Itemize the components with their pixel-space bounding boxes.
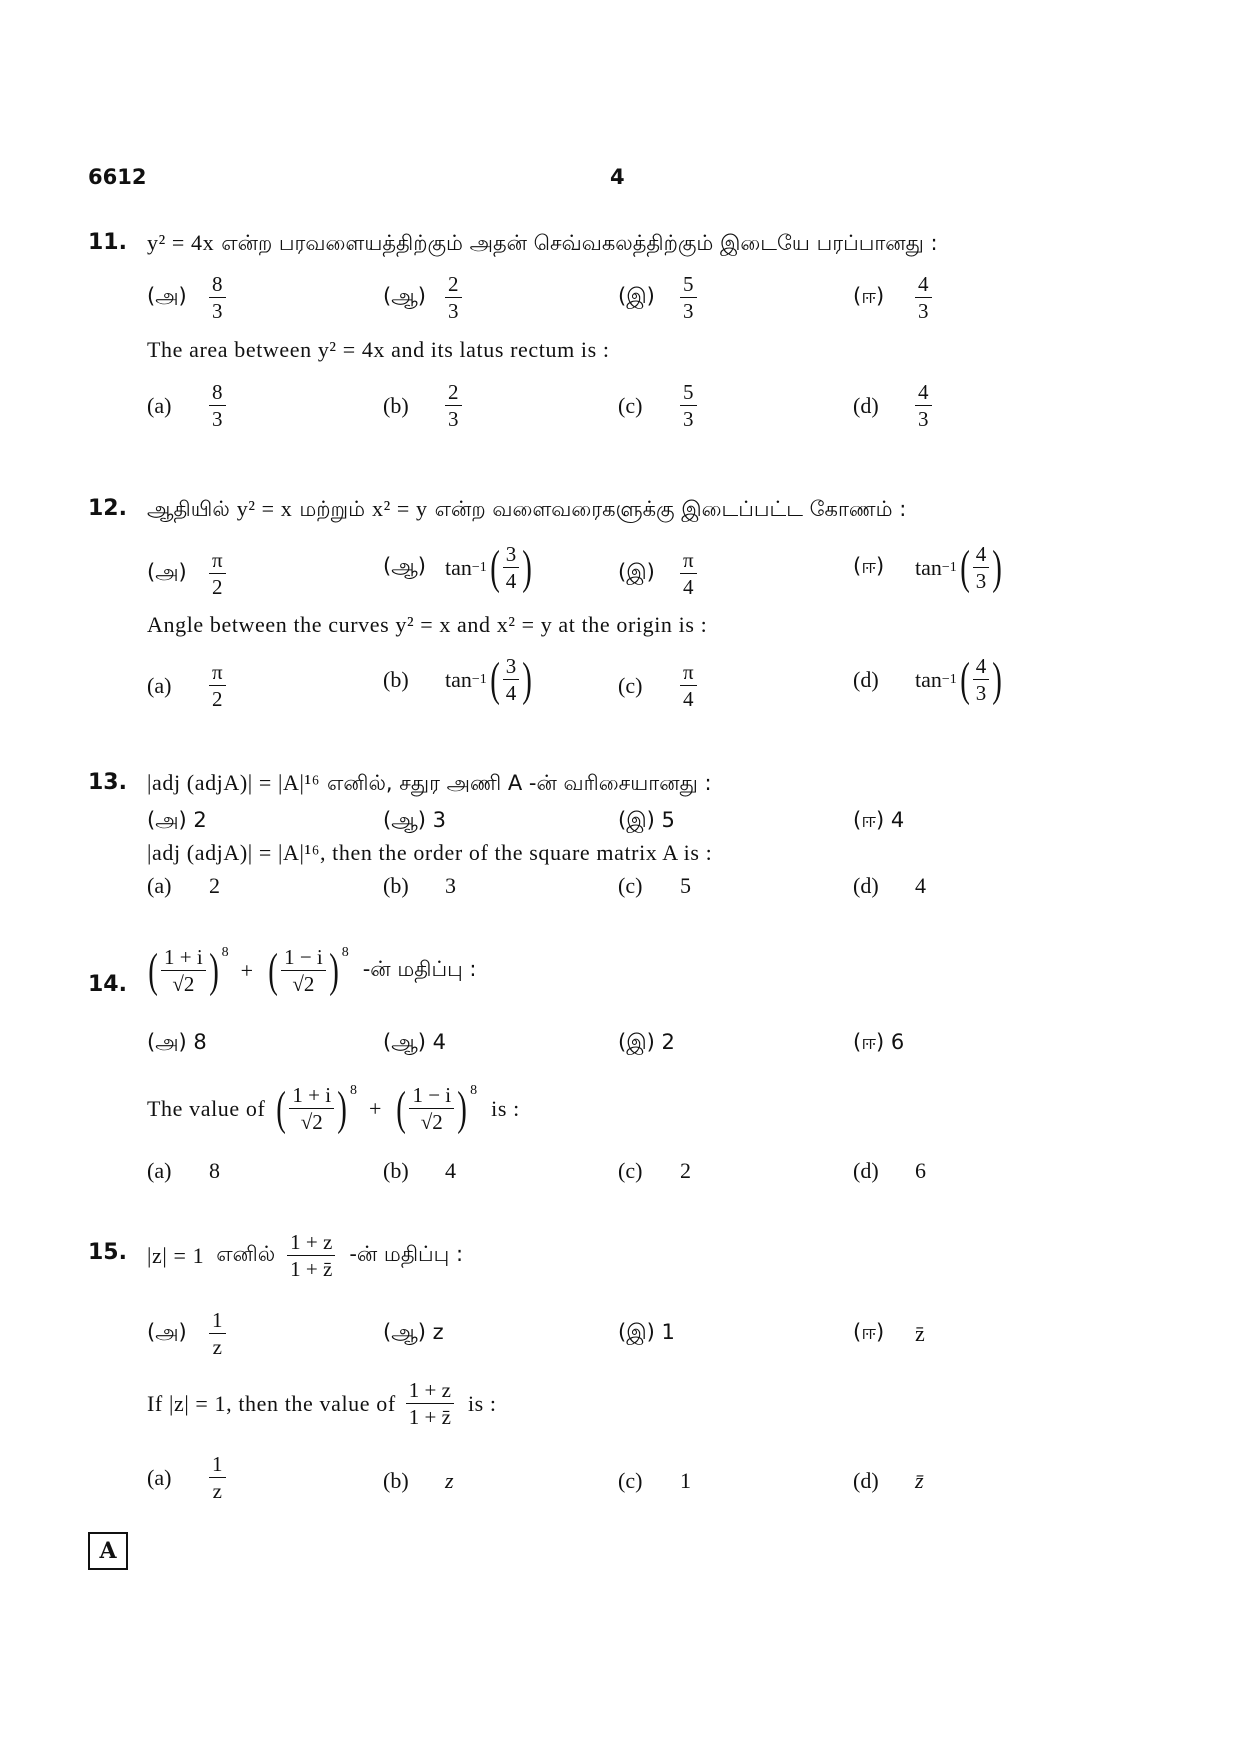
fraction <box>209 380 226 431</box>
option-label: (அ) <box>147 560 187 585</box>
version-box: A <box>88 1532 128 1570</box>
option-value: 2 <box>209 873 220 898</box>
frac-den: 3 <box>212 407 223 432</box>
frac-den: 3 <box>918 299 929 324</box>
frac-num: 2 <box>445 380 462 406</box>
frac-den: 4 <box>505 569 517 594</box>
frac-num: 5 <box>680 380 697 406</box>
fraction <box>406 1378 454 1429</box>
q12-english-text: Angle between the curves y² = x and x² = y at the origin is : <box>147 612 708 637</box>
q13-en-option-c <box>618 873 691 899</box>
question-15-tamil <box>147 1230 463 1281</box>
paren-left: ( <box>148 943 158 997</box>
q11-en-option-a <box>147 380 226 431</box>
frac-num: π <box>680 548 697 574</box>
q11-en-option-d <box>853 380 932 431</box>
q12-ta-mid: மற்றும் <box>299 497 366 521</box>
q14-ta-option-a: (அ) 8 <box>147 1030 207 1054</box>
paren-left: ( <box>396 1081 407 1135</box>
q11-en-option-b <box>383 380 462 431</box>
option-value: z <box>445 1468 454 1493</box>
option-value: 4 <box>915 873 926 898</box>
option-label: (இ) <box>618 560 655 585</box>
fraction <box>680 660 697 711</box>
option-label: (ஈ) <box>853 554 885 579</box>
q15-en-suffix: is : <box>467 1390 497 1416</box>
option-label: (b) <box>383 1158 409 1183</box>
q12-eq1: y² = x <box>236 496 293 521</box>
inverse-sup: −1 <box>941 671 957 687</box>
q13-en-option-a <box>147 873 220 899</box>
frac-den: 3 <box>448 299 459 324</box>
question-13-tamil <box>147 770 712 798</box>
option-label: (d) <box>853 873 879 898</box>
plus-sign: + <box>369 1095 382 1121</box>
fraction <box>445 380 462 431</box>
q15-en-prefix: If |z| = 1, then the value of <box>147 1390 396 1416</box>
option-label: (c) <box>618 1468 643 1493</box>
q12-en-option-a <box>147 660 226 711</box>
frac-den: 4 <box>683 575 694 600</box>
inverse-sup: −1 <box>471 671 487 687</box>
frac-num: 8 <box>209 272 226 298</box>
q12-ta-option-a <box>147 548 226 599</box>
option-label: (b) <box>383 666 409 692</box>
q15-ta-option-c: (இ) 1 <box>618 1320 675 1344</box>
q14-en-option-d <box>853 1158 926 1184</box>
option-label: (c) <box>618 1158 643 1183</box>
paper-code: 6612 <box>88 165 147 189</box>
q15-en-option-a <box>147 1452 226 1503</box>
q14-en-option-c <box>618 1158 691 1184</box>
q15-en-option-c <box>618 1468 691 1494</box>
frac-den: 4 <box>683 687 694 712</box>
q14-ta-option-c: (இ) 2 <box>618 1030 675 1054</box>
question-15-number: 15. <box>88 1240 127 1265</box>
frac-den: √2 <box>420 1110 443 1135</box>
option-value: 5 <box>680 873 691 898</box>
question-13-number: 13. <box>88 770 127 795</box>
frac-num: 1 − i <box>409 1083 454 1109</box>
option-label: (c) <box>618 873 643 898</box>
q13-ta-option-c: (இ) 5 <box>618 808 675 832</box>
fraction <box>289 1083 334 1134</box>
q15-ta-mid: எனில் <box>216 1242 276 1267</box>
q11-ta-option-d <box>853 272 932 323</box>
fraction <box>209 272 226 323</box>
fraction <box>973 654 990 705</box>
option-label: (ஆ) <box>383 554 426 579</box>
option-label: (a) <box>147 873 172 898</box>
fraction <box>503 654 520 705</box>
q12-ta-text: என்ற வளைவரைகளுக்கு இடைப்பட்ட கோணம் : <box>434 497 907 521</box>
frac-num: π <box>209 660 226 686</box>
q15-equation: |z| = 1 <box>147 1242 205 1268</box>
frac-den: 4 <box>505 681 517 706</box>
q12-eq2: x² = y <box>372 496 428 521</box>
paren-left: ( <box>268 943 278 997</box>
q12-en-option-d <box>853 654 1005 705</box>
paren-right: ) <box>337 1081 347 1135</box>
option-label: (d) <box>853 1158 879 1183</box>
fraction <box>445 272 462 323</box>
option-label: (d) <box>853 392 879 418</box>
question-12-number: 12. <box>88 496 127 521</box>
q11-equation: y² = 4x <box>147 230 215 255</box>
frac-num: 4 <box>915 272 932 298</box>
q11-ta-option-a <box>147 272 226 323</box>
frac-num: 4 <box>915 380 932 406</box>
q11-english-text: The area between y² = 4x and its latus rectum is : <box>147 337 610 362</box>
option-label: (d) <box>853 1468 879 1493</box>
q13-en-option-d <box>853 873 926 899</box>
paren-right: ) <box>208 943 219 997</box>
paren-left: ( <box>489 540 500 594</box>
frac-den: √2 <box>300 1110 323 1135</box>
q12-ta-option-b <box>383 542 535 593</box>
q15-english-text <box>147 1378 497 1429</box>
page-number: 4 <box>610 165 625 189</box>
exponent: 8 <box>341 945 349 960</box>
frac-den: 2 <box>212 575 223 600</box>
inverse-sup: −1 <box>471 559 487 575</box>
fraction <box>281 945 326 996</box>
paren-right: ) <box>457 1081 467 1135</box>
q13-en-option-b <box>383 873 456 899</box>
frac-num: 1 <box>209 1308 226 1334</box>
q14-ta-option-b: (ஆ) 4 <box>383 1030 446 1054</box>
q12-en-option-c <box>618 660 697 711</box>
frac-num: 1 + i <box>161 945 206 971</box>
frac-den: 1 + z̄ <box>408 1405 451 1430</box>
fraction <box>209 660 226 711</box>
fraction <box>503 542 520 593</box>
q14-en-option-a <box>147 1158 220 1184</box>
frac-num: 1 − i <box>281 945 326 971</box>
option-label: (b) <box>383 1468 409 1493</box>
question-11-number: 11. <box>88 230 127 255</box>
fraction <box>680 380 697 431</box>
paren-right: ) <box>328 943 339 997</box>
option-label: (d) <box>853 666 879 692</box>
option-label: (a) <box>147 672 172 698</box>
frac-num: 4 <box>973 654 990 680</box>
q12-ta-option-c <box>618 548 697 599</box>
q11-en-option-c <box>618 380 697 431</box>
option-label: (அ) <box>147 284 187 309</box>
q12-ta-prefix: ஆதியில் <box>147 497 230 521</box>
fraction <box>680 548 697 599</box>
frac-num: 1 <box>209 1452 226 1478</box>
frac-den: 3 <box>212 299 223 324</box>
q12-ta-option-d <box>853 542 1005 593</box>
frac-den: 2 <box>212 687 223 712</box>
tan-fn: tan <box>915 666 942 692</box>
option-value: 1 <box>680 1468 691 1493</box>
frac-den: 3 <box>683 299 694 324</box>
frac-num: 3 <box>503 542 520 568</box>
q15-en-option-b <box>383 1468 454 1494</box>
option-label: (ஆ) <box>383 284 426 309</box>
tan-fn: tan <box>915 554 942 580</box>
q14-ta-expression <box>145 945 476 996</box>
paren-left: ( <box>489 652 500 706</box>
frac-num: 4 <box>973 542 990 568</box>
fraction <box>287 1230 335 1281</box>
option-label: (இ) <box>618 284 655 309</box>
option-label: (c) <box>618 392 643 418</box>
option-value: 2 <box>680 1158 691 1183</box>
frac-num: 5 <box>680 272 697 298</box>
frac-num: 1 + i <box>289 1083 334 1109</box>
option-label: (ஈ) <box>853 284 885 309</box>
q14-en-prefix: The value of <box>147 1095 266 1121</box>
frac-num: π <box>680 660 697 686</box>
frac-den: 3 <box>975 681 987 706</box>
paren-left: ( <box>959 652 970 706</box>
fraction <box>680 272 697 323</box>
q13-english-text: |adj (adjA)| = |A|¹⁶, then the order of the square matrix A is : <box>147 840 713 865</box>
option-label: (அ) <box>147 1320 187 1345</box>
frac-den: 3 <box>448 407 459 432</box>
q14-en-option-b <box>383 1158 456 1184</box>
tan-fn: tan <box>445 554 472 580</box>
option-value: 4 <box>445 1158 456 1183</box>
option-label: (b) <box>383 873 409 898</box>
q15-ta-option-d <box>853 1320 925 1347</box>
option-value: z̄ <box>915 1468 924 1493</box>
frac-den: z <box>212 1335 222 1360</box>
option-value: 8 <box>209 1158 220 1183</box>
option-label: (a) <box>147 1464 172 1490</box>
option-label: (a) <box>147 392 172 418</box>
q12-en-option-b <box>383 654 535 705</box>
paren-left: ( <box>276 1081 287 1135</box>
q11-ta-option-b <box>383 272 462 323</box>
inverse-sup: −1 <box>941 559 957 575</box>
q15-en-option-d <box>853 1468 924 1494</box>
q13-equation: |adj (adjA)| = |A|¹⁶ <box>147 770 320 795</box>
option-label: (a) <box>147 1158 172 1183</box>
frac-num: 3 <box>503 654 520 680</box>
q14-ta-suffix: -ன் மதிப்பு : <box>362 957 477 982</box>
frac-den: 1 + z̄ <box>290 1257 333 1282</box>
option-label: (c) <box>618 672 643 698</box>
paren-right: ) <box>522 652 533 706</box>
paren-right: ) <box>522 540 533 594</box>
option-value: z̄ <box>915 1320 926 1346</box>
fraction <box>409 1083 454 1134</box>
q13-ta-option-a: (அ) 2 <box>147 808 207 832</box>
paren-right: ) <box>992 540 1003 594</box>
frac-num: 1 + z <box>406 1378 454 1404</box>
q11-tamil-text: என்ற பரவளையத்திற்கும் அதன் செவ்வகலத்திற்கும் இடையே பரப்பானது : <box>221 231 938 255</box>
frac-den: z <box>212 1479 222 1504</box>
paren-left: ( <box>959 540 970 594</box>
fraction <box>209 1452 226 1503</box>
q13-ta-text: எனில், சதுர அணி A -ன் வரிசையானது : <box>326 771 712 795</box>
frac-den: √2 <box>292 972 315 997</box>
fraction <box>161 945 206 996</box>
question-12-tamil <box>147 496 906 524</box>
frac-den: 3 <box>918 407 929 432</box>
frac-num: π <box>209 548 226 574</box>
plus-sign: + <box>240 957 254 983</box>
fraction <box>209 1308 226 1359</box>
q14-ta-option-d: (ஈ) 6 <box>853 1030 905 1054</box>
frac-num: 8 <box>209 380 226 406</box>
fraction <box>209 548 226 599</box>
tan-fn: tan <box>445 666 472 692</box>
exponent: 8 <box>470 1083 478 1098</box>
exponent: 8 <box>221 945 229 960</box>
fraction <box>973 542 990 593</box>
option-value: 6 <box>915 1158 926 1183</box>
exponent: 8 <box>350 1083 358 1098</box>
frac-den: √2 <box>172 972 195 997</box>
frac-den: 3 <box>683 407 694 432</box>
question-14-number: 14. <box>88 972 127 997</box>
frac-den: 3 <box>975 569 987 594</box>
frac-num: 2 <box>445 272 462 298</box>
q11-ta-option-c <box>618 272 697 323</box>
fraction <box>915 380 932 431</box>
q14-english-text <box>147 1083 520 1134</box>
q14-en-suffix: is : <box>491 1095 520 1121</box>
paren-right: ) <box>992 652 1003 706</box>
q15-ta-option-a <box>147 1308 226 1359</box>
q15-ta-option-b: (ஆ) z <box>383 1320 444 1344</box>
frac-num: 1 + z <box>287 1230 335 1256</box>
option-value: 3 <box>445 873 456 898</box>
option-label: (b) <box>383 392 409 418</box>
q15-ta-suffix: -ன் மதிப்பு : <box>349 1242 464 1267</box>
fraction <box>915 272 932 323</box>
option-label: (ஈ) <box>853 1320 885 1344</box>
question-11-tamil <box>147 230 938 258</box>
q13-ta-option-d: (ஈ) 4 <box>853 808 905 832</box>
q13-ta-option-b: (ஆ) 3 <box>383 808 446 832</box>
